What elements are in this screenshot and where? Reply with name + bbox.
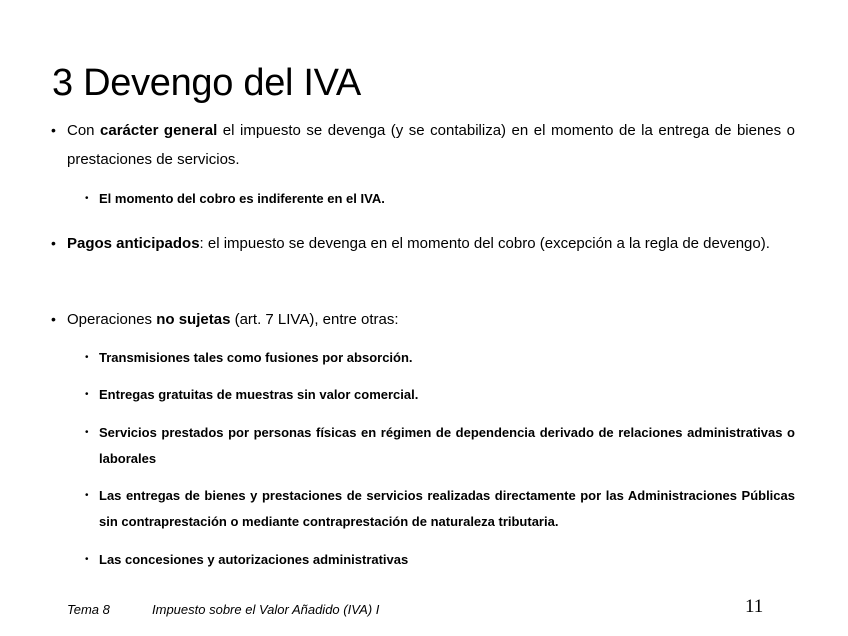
sub-bullet-transmisiones: Transmisiones tales como fusiones por absorción. — [99, 350, 413, 365]
sub-bullet-marker: • — [85, 427, 89, 438]
sub-bullet-marker: • — [85, 389, 89, 400]
sub-bullet-marker: • — [85, 352, 89, 363]
sub-bullet-servicios: Servicios prestados por personas físicas en régimen de dependencia derivado de relaciones administrativas o laborales — [99, 425, 795, 466]
bullet-no-sujetas: Operaciones no sujetas (art. 7 LIVA), entre otras: — [67, 311, 399, 328]
sub-bullet-marker: • — [85, 193, 89, 204]
footer-topic: Tema 8 — [67, 602, 110, 617]
slide-title: 3 Devengo del IVA — [52, 62, 361, 104]
bullet-general-rule: Con carácter general el impuesto se devenga (y se contabiliza) en el momento de la entrega de bienes o prestaciones de servicios. — [67, 122, 796, 168]
sub-bullet-cobro: El momento del cobro es indiferente en el IVA. — [99, 191, 385, 206]
sub-bullet-muestras: Entregas gratuitas de muestras sin valor comercial. — [99, 387, 419, 402]
sub-bullet-marker: • — [85, 490, 89, 501]
sub-bullet-concesiones: Las concesiones y autorizaciones administrativas — [99, 552, 409, 567]
sub-bullet-administraciones: Las entregas de bienes y prestaciones de servicios realizadas directamente por las Administraciones Públicas sin contraprestación o mediante contraprestación de naturaleza tributaria. — [99, 488, 795, 529]
bullet-pagos-anticipados: Pagos anticipados: el impuesto se devenga en el momento del cobro (excepción a la regla de devengo). — [67, 235, 770, 252]
footer-course: Impuesto sobre el Valor Añadido (IVA) I — [152, 602, 380, 617]
bullet-marker: • — [51, 122, 56, 138]
bullet-marker: • — [51, 311, 56, 327]
bullet-marker: • — [51, 235, 56, 251]
page-number: 11 — [745, 596, 764, 617]
sub-bullet-marker: • — [85, 554, 89, 565]
